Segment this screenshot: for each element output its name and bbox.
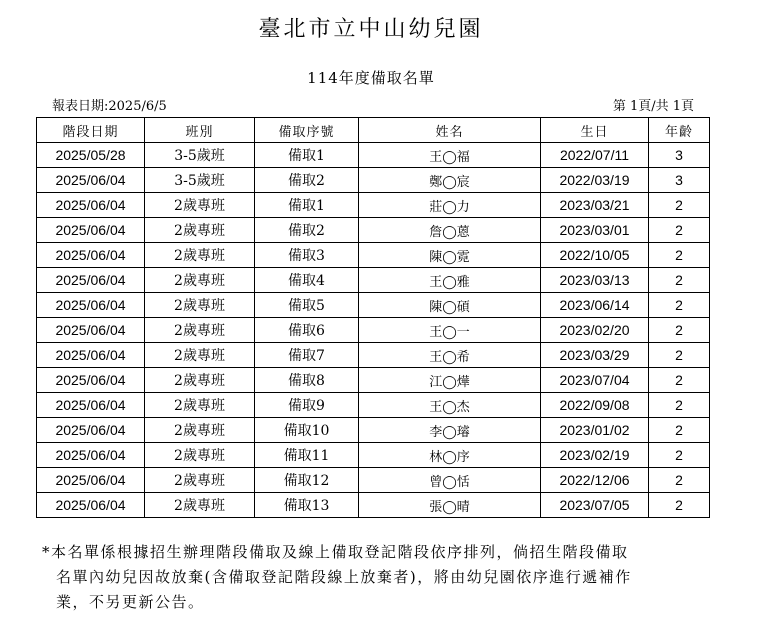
stage-date-cell: 2025/06/04 (37, 393, 145, 418)
stage-date-cell: 2025/06/04 (37, 443, 145, 468)
table-row (37, 243, 710, 268)
name-cell: 張◯晴 (359, 493, 541, 518)
table-row (37, 443, 710, 468)
stage-date-cell: 2025/06/04 (37, 468, 145, 493)
report-date: 報表日期:2025/6/5 (52, 99, 167, 114)
table-row (37, 268, 710, 293)
name-cell: 王◯杰 (359, 393, 541, 418)
class-cell: 2歲專班 (145, 393, 255, 418)
waitlist-no-cell: 備取1 (255, 193, 359, 218)
stage-date-cell: 2025/06/04 (37, 243, 145, 268)
stage-date-cell: 2025/06/04 (37, 343, 145, 368)
name-cell: 曾◯恬 (359, 468, 541, 493)
name-cell: 李◯璿 (359, 418, 541, 443)
footnote-line-3: 業，不另更新公告。 (56, 593, 205, 611)
waitlist-no-cell: 備取3 (255, 243, 359, 268)
age-cell: 2 (649, 443, 710, 468)
class-cell: 2歲專班 (145, 243, 255, 268)
footnote (42, 540, 710, 615)
report-subtitle: 114年度備取名單 (307, 69, 435, 87)
class-cell: 2歲專班 (145, 193, 255, 218)
waitlist-no-cell: 備取8 (255, 368, 359, 393)
class-cell: 2歲專班 (145, 468, 255, 493)
class-cell: 2歲專班 (145, 318, 255, 343)
birthday-cell: 2023/03/29 (541, 343, 649, 368)
table-row (37, 293, 710, 318)
stage-date-cell: 2025/06/04 (37, 368, 145, 393)
column-header-birthday: 生日 (541, 118, 649, 143)
birthday-cell: 2023/07/05 (541, 493, 649, 518)
age-cell: 2 (649, 468, 710, 493)
footnote-line-1: *本名單係根據招生辦理階段備取及線上備取登記階段依序排列，倘招生階段備取 (42, 543, 629, 561)
table-row (37, 318, 710, 343)
birthday-cell: 2023/03/01 (541, 218, 649, 243)
age-cell: 2 (649, 393, 710, 418)
waitlist-no-cell: 備取9 (255, 393, 359, 418)
birthday-cell: 2023/02/19 (541, 443, 649, 468)
table-row (37, 418, 710, 443)
stage-date-cell: 2025/06/04 (37, 168, 145, 193)
name-cell: 王◯雅 (359, 268, 541, 293)
age-cell: 3 (649, 168, 710, 193)
stage-date-cell: 2025/06/04 (37, 293, 145, 318)
stage-date-cell: 2025/06/04 (37, 493, 145, 518)
table-row (37, 168, 710, 193)
birthday-cell: 2022/03/19 (541, 168, 649, 193)
page-info: 第 1頁/共 1頁 (612, 99, 694, 114)
waitlist-no-cell: 備取5 (255, 293, 359, 318)
table-row (37, 393, 710, 418)
class-cell: 2歲專班 (145, 368, 255, 393)
stage-date-cell: 2025/05/28 (37, 143, 145, 168)
stage-date-cell: 2025/06/04 (37, 418, 145, 443)
table-row (37, 143, 710, 168)
class-cell: 2歲專班 (145, 218, 255, 243)
table-row (37, 218, 710, 243)
age-cell: 3 (649, 143, 710, 168)
waitlist-no-cell: 備取1 (255, 143, 359, 168)
name-cell: 陳◯霓 (359, 243, 541, 268)
name-cell: 莊◯力 (359, 193, 541, 218)
age-cell: 2 (649, 368, 710, 393)
table-row (37, 368, 710, 393)
class-cell: 3-5歲班 (145, 143, 255, 168)
birthday-cell: 2023/01/02 (541, 418, 649, 443)
name-cell: 詹◯蒽 (359, 218, 541, 243)
table-row (37, 343, 710, 368)
stage-date-cell: 2025/06/04 (37, 218, 145, 243)
column-header-age: 年齡 (649, 118, 710, 143)
waitlist-no-cell: 備取2 (255, 218, 359, 243)
class-cell: 2歲專班 (145, 343, 255, 368)
age-cell: 2 (649, 243, 710, 268)
birthday-cell: 2023/07/04 (541, 368, 649, 393)
birthday-cell: 2022/12/06 (541, 468, 649, 493)
table-row (37, 193, 710, 218)
name-cell: 陳◯碩 (359, 293, 541, 318)
waitlist-no-cell: 備取13 (255, 493, 359, 518)
column-header-name: 姓名 (359, 118, 541, 143)
column-header-class: 班別 (145, 118, 255, 143)
birthday-cell: 2022/09/08 (541, 393, 649, 418)
age-cell: 2 (649, 193, 710, 218)
waitlist-no-cell: 備取10 (255, 418, 359, 443)
table-body (37, 143, 710, 518)
name-cell: 王◯福 (359, 143, 541, 168)
age-cell: 2 (649, 318, 710, 343)
table-row (37, 493, 710, 518)
birthday-cell: 2022/10/05 (541, 243, 649, 268)
waitlist-no-cell: 備取2 (255, 168, 359, 193)
birthday-cell: 2023/03/13 (541, 268, 649, 293)
page-title: 臺北市立中山幼兒園 (258, 17, 484, 42)
age-cell: 2 (649, 268, 710, 293)
birthday-cell: 2023/06/14 (541, 293, 649, 318)
stage-date-cell: 2025/06/04 (37, 268, 145, 293)
name-cell: 王◯一 (359, 318, 541, 343)
class-cell: 2歲專班 (145, 493, 255, 518)
name-cell: 鄭◯宸 (359, 168, 541, 193)
stage-date-cell: 2025/06/04 (37, 318, 145, 343)
age-cell: 2 (649, 218, 710, 243)
class-cell: 2歲專班 (145, 268, 255, 293)
class-cell: 2歲專班 (145, 443, 255, 468)
footnote-line-2: 名單內幼兒因故放棄(含備取登記階段線上放棄者)，將由幼兒園依序進行遞補作 (56, 568, 632, 586)
column-header-stage-date: 階段日期 (37, 118, 145, 143)
age-cell: 2 (649, 293, 710, 318)
waitlist-no-cell: 備取4 (255, 268, 359, 293)
age-cell: 2 (649, 343, 710, 368)
stage-date-cell: 2025/06/04 (37, 193, 145, 218)
birthday-cell: 2023/03/21 (541, 193, 649, 218)
class-cell: 3-5歲班 (145, 168, 255, 193)
waitlist-table (36, 117, 710, 518)
waitlist-no-cell: 備取6 (255, 318, 359, 343)
name-cell: 王◯希 (359, 343, 541, 368)
class-cell: 2歲專班 (145, 418, 255, 443)
table-row (37, 468, 710, 493)
column-header-waitlist-no: 備取序號 (255, 118, 359, 143)
table-header-row (37, 118, 710, 143)
waitlist-no-cell: 備取7 (255, 343, 359, 368)
name-cell: 林◯序 (359, 443, 541, 468)
class-cell: 2歲專班 (145, 293, 255, 318)
age-cell: 2 (649, 418, 710, 443)
waitlist-no-cell: 備取12 (255, 468, 359, 493)
age-cell: 2 (649, 493, 710, 518)
birthday-cell: 2023/02/20 (541, 318, 649, 343)
waitlist-no-cell: 備取11 (255, 443, 359, 468)
birthday-cell: 2022/07/11 (541, 143, 649, 168)
name-cell: 江◯燁 (359, 368, 541, 393)
